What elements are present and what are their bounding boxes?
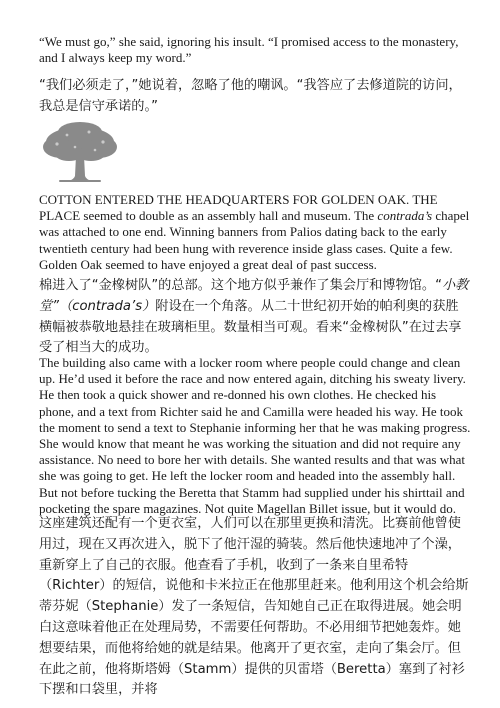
paragraph-2-english-part-b: chapel was attached to one end. Winning banners from Palios dating back to the early twentieth century had been hung with reverence inside glass cases. Quite a few. Golden Oak seemed to have enjoyed a great deal of past success. [39, 208, 470, 272]
paragraph-2-chinese-part-a: 棉进入了“金橡树队”的总部。这个地方似乎兼作了集会厅和博物馆。“ [39, 278, 442, 293]
paragraph-3-english: The building also came with a locker room where people could change and clean up. He’d used it before the race and now entered again, ditching his sweaty livery. He then took a quick shower and re-donned his own clothes. He checked his phone, and a text from Richter said he and Camilla were headed his way. He took the moment to send a text to Stephanie informing her that he was making progress. She would know that meant he was working the situation and did not require any assistance. No need to bore her with details. She wanted results and that was what she was going to get. He left the locker room and headed into the assembly hall. But not before tucking the Beretta that Stamm had supplied under his shirttail and pocketing the spare magazines. Not quite Magellan Billet issue, but it would do. [39, 355, 471, 516]
contrada-emphasis: contrada’s [377, 208, 433, 224]
paragraph-2-english-part-a: COTTON ENTERED THE HEADQUARTERS FOR GOLDEN OAK. THE PLACE seemed to double as an assembly hall and museum. The [39, 192, 438, 224]
chapel-emphasis: 小教堂”（contrada’s） [39, 278, 469, 314]
paragraph-2-chinese [39, 276, 469, 359]
paragraph-1-chinese: “我们必须走了，”她说着，忽略了他的嘲讽。“我答应了去修道院的访问，我总是信守承诺的。” [39, 78, 462, 114]
oak-tree-icon [39, 120, 121, 184]
paragraph-1-english: “We must go,” she said, ignoring his insult. “I promised access to the monastery, and I always keep my word.” [39, 34, 459, 66]
paragraph-2-chinese-part-b: 附设在一个角落。从二十世纪初开始的帕利奥的获胜横幅被恭敬地悬挂在玻璃柜里。数量相当可观。看来“金橡树队”在过去享受了相当大的成功。 [39, 298, 462, 356]
paragraph-2-english [39, 192, 471, 273]
paragraph-3-chinese: 这座建筑还配有一个更衣室，人们可以在那里更换和清洗。比赛前他曾使用过，现在又再次进入，脱下了他汗湿的骑装。然后他快速地冲了个澡，重新穿上了自己的衣服。他查看了手机，收到了一条来自里希特（Richter）的短信，说他和卡米拉正在他那里赶来。他利用这个机会给斯蒂芬妮（Stephanie）发了一条短信，告知她自己正在取得进展。她会明白这意味着他正在处理局势，不需要任何帮助。不必用细节把她轰炸。她想要结果，而他将给她的就是结果。他离开了更衣室，走向了集会厅。但在此之前，他将斯塔姆（Stamm）提供的贝雷塔（Beretta）塞到了衬衫下摆和口袋里，并将 [39, 516, 469, 698]
